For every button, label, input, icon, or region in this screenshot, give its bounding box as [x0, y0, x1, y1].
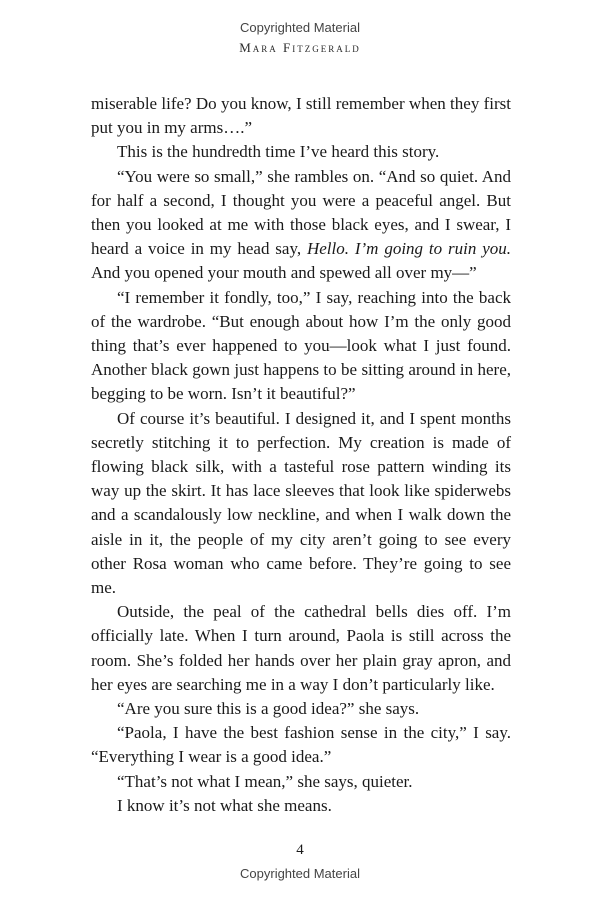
running-head-author: Mara Fitzgerald: [239, 40, 361, 55]
paragraph: [91, 770, 511, 794]
paragraph: [91, 92, 511, 140]
paragraph-text: “That’s not what I mean,” she says, quieter.: [117, 771, 413, 791]
paragraph: [91, 407, 511, 601]
paragraph: [91, 286, 511, 407]
paragraph: [91, 140, 511, 164]
paragraph: [91, 721, 511, 769]
paragraph: [91, 794, 511, 818]
paragraph-text: miserable life? Do you know, I still remember when they first put you in my arms….”: [91, 94, 511, 138]
paragraph-text: “You were so small,” she rambles on. “And so quiet. And for half a second, I thought you were a peaceful angel. But then you looked at me with those black eyes, and I swear, I heard a voice in my head say,: [91, 166, 511, 259]
paragraph-text: This is the hundredth time I’ve heard this story.: [117, 142, 440, 162]
copyright-notice-top: Copyrighted Material: [240, 20, 360, 35]
paragraph-text: And you opened your mouth and spewed all over my—”: [91, 263, 477, 283]
paragraph: [91, 697, 511, 721]
italic-text: Hello. I’m going to ruin you.: [306, 239, 511, 259]
copyright-notice-bottom: Copyrighted Material: [240, 866, 360, 881]
page-number: 4: [296, 842, 304, 858]
paragraph-text: Outside, the peal of the cathedral bells dies off. I’m officially late. When I turn around, Paola is still across the room. She’s folded her hands over her plain gray apron, and her eyes are searching me in a way I don’t particularly like.: [91, 602, 511, 694]
paragraph: [91, 165, 511, 286]
paragraph-text: “Are you sure this is a good idea?” she says.: [117, 699, 420, 719]
paragraph: [91, 600, 511, 697]
body-text: [91, 92, 511, 818]
paragraph-text: I know it’s not what she means.: [117, 795, 332, 815]
paragraph-text: “I remember it fondly, too,” I say, reaching into the back of the wardrobe. “But enough about how I’m the only good thing that’s ever happened to you—look what I just found. Another black gown just happens to be sitting around in here, begging to be worn. Isn’t it beautiful?”: [91, 287, 511, 404]
paragraph-text: Of course it’s beautiful. I designed it, and I spent months secretly stitching it to perfection. My creation is made of flowing black silk, with a tasteful rose pattern winding its way up the skirt. It has lace sleeves that look like spiderwebs and a scandalously low neckline, and when I walk down the aisle in it, the people of my city aren’t going to see every other Rosa woman who came before. They’re going to see me.: [91, 408, 511, 598]
paragraph-text: “Paola, I have the best fashion sense in the city,” I say. “Everything I wear is a good idea.”: [91, 723, 511, 767]
